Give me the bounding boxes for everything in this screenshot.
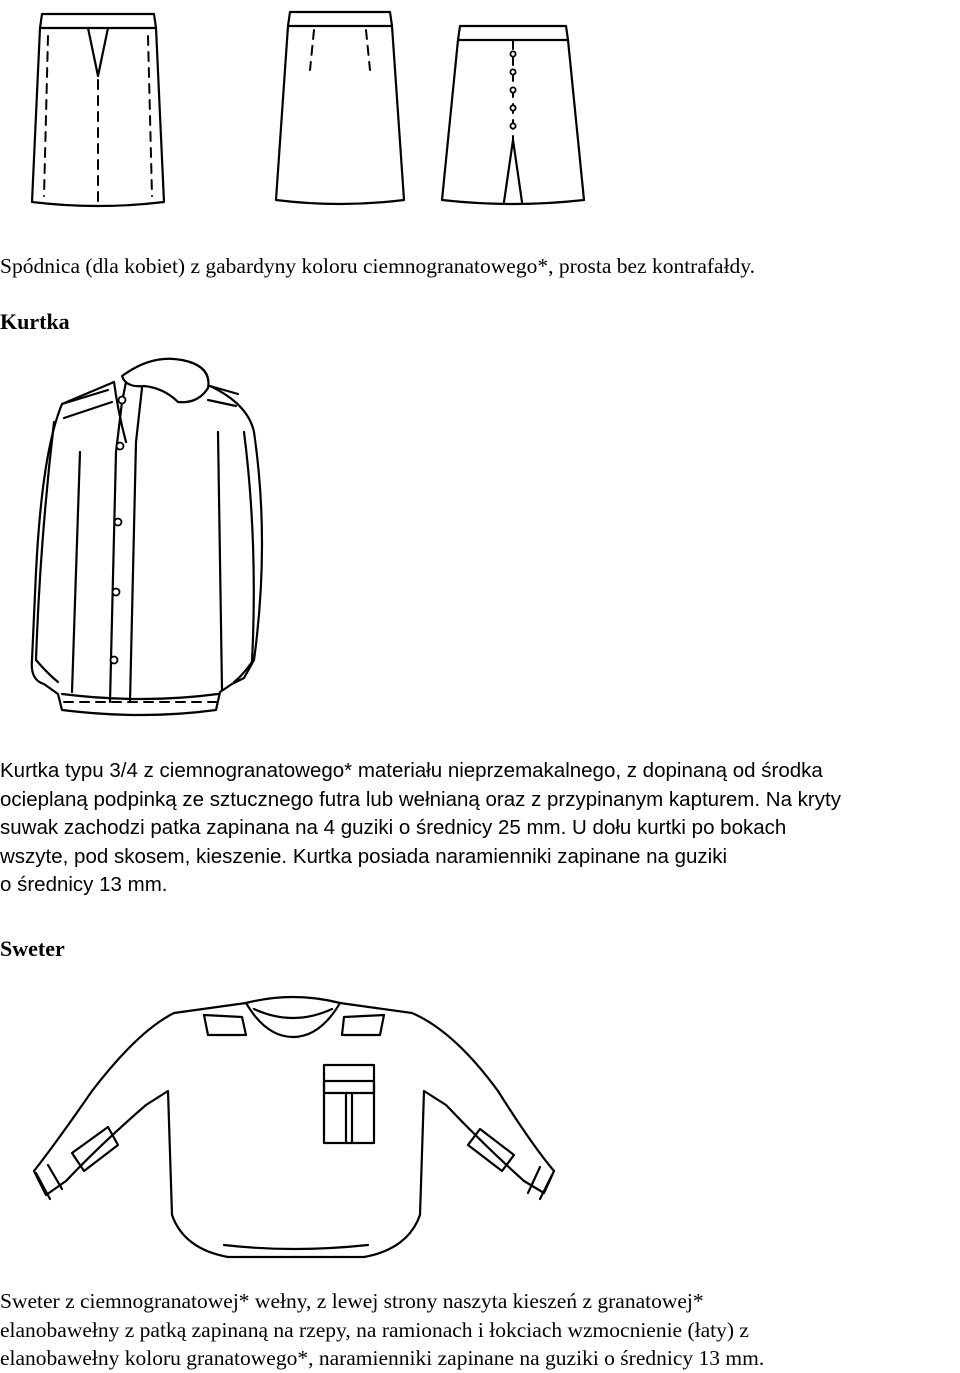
skirt-illustration-2 <box>270 6 410 216</box>
jacket-line-2b: Na kryty <box>765 787 841 811</box>
sweater-illustration <box>28 995 558 1270</box>
jacket-line-2: ocieplaną podpinką ze sztucznego futra lub wełnianą oraz z przypinanym kapturem. <box>0 787 761 811</box>
sweater-description <box>0 1287 956 1373</box>
skirt-caption: Spódnica (dla kobiet) z gabardyny koloru ciemnogranatowego*, prosta bez kontrafałdy. <box>0 254 756 278</box>
skirt-illustration-3 <box>438 20 588 210</box>
jacket-line-5: o średnicy 13 mm. <box>0 873 168 896</box>
sweater-line-1: Sweter z ciemnogranatowej* wełny, z lewej strony naszyta kieszeń z granatowej* <box>0 1289 704 1313</box>
jacket-illustration <box>22 342 292 727</box>
jacket-line-4b: Kurtka posiada naramienniki zapinane na guziki <box>292 844 728 868</box>
sweater-line-2: elanobawełny z patką zapinaną na rzepy, na ramionach i łokciach wzmocnienie (łaty) z <box>0 1317 749 1342</box>
jacket-line-3b: U dołu kurtki po bokach <box>572 816 787 839</box>
sweater-heading: Sweter <box>0 936 65 961</box>
jacket-line-4: wszyte, pod skosem, kieszenie. <box>0 844 288 868</box>
jacket-line-1: Kurtka typu 3/4 z ciemnogranatowego* materiału nieprzemakalnego, z dopinaną od środka <box>0 759 823 782</box>
jacket-heading: Kurtka <box>0 309 70 334</box>
jacket-description <box>0 757 956 900</box>
skirt-illustration-1 <box>28 6 168 216</box>
jacket-line-3: suwak zachodzi patka zapinana na 4 guziki o średnicy 25 mm. <box>0 816 567 839</box>
sweater-line-3: elanobawełny koloru granatowego*, naramienniki zapinane na guziki o średnicy 13 mm. <box>0 1346 765 1370</box>
